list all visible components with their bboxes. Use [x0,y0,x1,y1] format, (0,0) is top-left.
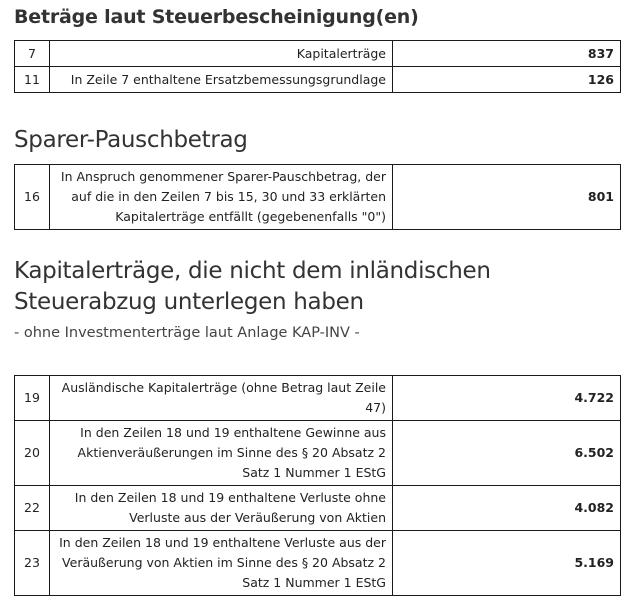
kapitalertraege-table [14,375,621,596]
row-value: 837 [393,41,621,67]
row-value: 126 [393,67,621,93]
line-number: 11 [15,67,50,93]
row-label: Kapitalerträge [50,41,393,67]
table-row [15,376,621,421]
table-row [15,531,621,596]
line-number: 19 [15,376,50,421]
line-number: 20 [15,421,50,486]
row-label: In Zeile 7 enthaltene Ersatzbemessungsgrundlage [50,67,393,93]
row-value: 801 [393,165,621,230]
row-value: 6.502 [393,421,621,486]
line-number: 16 [15,165,50,230]
section-title-steuerbescheinigung: Beträge laut Steuerbescheinigung(en) [14,6,419,28]
row-label: In den Zeilen 18 und 19 enthaltene Verluste ohne Verluste aus der Veräußerung von Aktien [50,486,393,531]
sparer-pauschbetrag-table [14,164,621,230]
table-row [15,67,621,93]
row-label: In Anspruch genommener Sparer-Pauschbetrag, der auf die in den Zeilen 7 bis 15, 30 und 33 erklärten Kapitalerträge entfällt (gegebenenfalls "0") [50,165,393,230]
row-label: In den Zeilen 18 und 19 enthaltene Gewinne aus Aktienveräußerungen im Sinne des § 20 Absatz 2 Satz 1 Nummer 1 EStG [50,421,393,486]
table-row [15,41,621,67]
line-number: 23 [15,531,50,596]
table-row [15,421,621,486]
row-value: 4.082 [393,486,621,531]
row-label: In den Zeilen 18 und 19 enthaltene Verluste aus der Veräußerung von Aktien im Sinne des § 20 Absatz 2 Satz 1 Nummer 1 EStG [50,531,393,596]
row-value: 4.722 [393,376,621,421]
row-label: Ausländische Kapitalerträge (ohne Betrag laut Zeile 47) [50,376,393,421]
section-subtitle: - ohne Investmenterträge laut Anlage KAP-INV - [14,325,360,341]
table-row [15,165,621,230]
steuerbescheinigung-table [14,40,621,93]
line-number: 7 [15,41,50,67]
section-title-sparer-pauschbetrag: Sparer-Pauschbetrag [14,127,248,153]
section-title-kapitalertraege: Kapitalerträge, die nicht dem inländischen Steuerabzug unterlegen haben [14,258,491,315]
table-row [15,486,621,531]
row-value: 5.169 [393,531,621,596]
line-number: 22 [15,486,50,531]
